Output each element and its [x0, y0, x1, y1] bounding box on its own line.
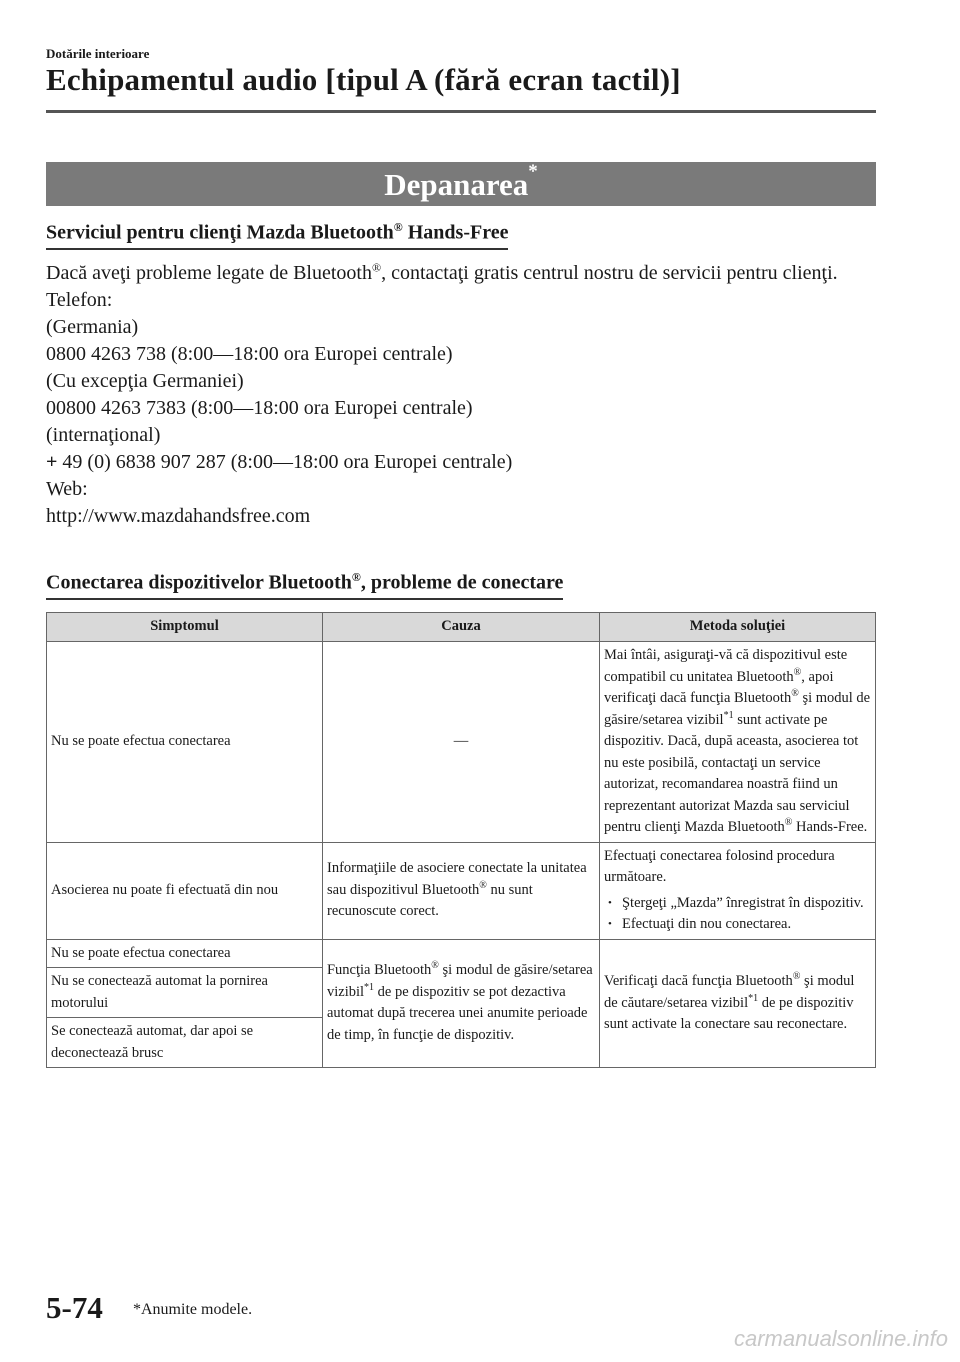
connection-heading-suffix: , probleme de conectare	[360, 571, 564, 594]
section-label: Dotările interioare	[46, 46, 150, 61]
table-header-row	[47, 613, 876, 642]
list-item: • Ştergeţi „Mazda” înregistrat în dispozitiv.	[604, 893, 871, 915]
chapter-divider	[46, 110, 876, 113]
footnote-ref: *1	[723, 709, 734, 721]
solution-steps	[604, 893, 871, 936]
phone-outside-germany: 00800 4263 7383 (8:00―18:00 ora Europei centrale)	[46, 397, 473, 419]
solution-text: de pe dispozitiv sunt activate la conectare sau reconectare.	[603, 994, 854, 1032]
country-outside-germany: (Cu excepţia Germaniei)	[46, 370, 244, 392]
solution-cell	[599, 642, 875, 843]
solution-text: Mai întâi, asiguraţi-vă că dispozitivul este compatibil cu unitatea Bluetooth	[603, 647, 848, 685]
intro-text	[46, 260, 876, 287]
chapter-title: Echipamentul audio [tipul A (fără ecran tactil)]	[46, 62, 681, 97]
banner-title: Depanarea	[384, 167, 529, 202]
country-international: (internaţional)	[46, 424, 161, 446]
cause-text: şi modul de găsire/setarea vizibil	[326, 962, 593, 1000]
cause-cell: ―	[322, 642, 599, 843]
watermark: carmanualsonline.info	[733, 1326, 948, 1351]
cause-text: nu sunt recunoscute corect.	[326, 881, 533, 920]
registered-mark: ®	[479, 879, 487, 891]
solution-text: şi modul de găsire/setarea vizibil	[603, 690, 871, 728]
intro-part: , contactaţi gratis centrul nostru de servicii pentru clienţi.	[381, 262, 838, 284]
solution-text: , apoi verificaţi dacă funcţia Bluetooth	[603, 668, 834, 706]
symptom-cell: Nu se poate efectua conectarea	[47, 939, 323, 968]
column-header-cause: Cauza	[322, 613, 599, 642]
column-header-solution: Metoda soluţiei	[599, 613, 875, 642]
cause-cell	[322, 939, 599, 1068]
troubleshooting-banner	[46, 162, 876, 206]
service-heading	[46, 220, 508, 250]
column-header-symptom: Simptomul	[47, 613, 323, 642]
list-item: • Efectuaţi din nou conectarea.	[604, 914, 871, 936]
footnote-ref: *1	[748, 992, 759, 1004]
solution-cell	[599, 842, 875, 939]
intro-part: Dacă aveţi probleme legate de Bluetooth	[46, 262, 372, 284]
service-heading-suffix: Hands-Free	[402, 221, 509, 244]
web-label: Web:	[46, 478, 88, 500]
solution-text: Hands-Free.	[792, 819, 868, 835]
phone-international	[46, 449, 876, 476]
plus-icon: +	[46, 451, 58, 473]
symptom-cell: Asocierea nu poate fi efectuată din nou	[47, 842, 323, 939]
phone-label: Telefon:	[46, 289, 113, 311]
registered-mark: ®	[393, 220, 403, 234]
registered-mark: ®	[784, 817, 793, 829]
cause-text: Informaţiile de asociere conectate la unitatea sau dispozitivul Bluetooth	[326, 860, 587, 898]
symptom-cell: Nu se poate efectua conectarea	[47, 642, 323, 843]
cause-cell	[322, 842, 599, 939]
service-info	[46, 260, 876, 530]
connection-heading-text: Conectarea dispozitivelor Bluetooth	[46, 571, 352, 594]
troubleshooting-table	[46, 612, 876, 1068]
symptom-cell: Nu se conectează automat la pornirea motorului	[47, 968, 323, 1018]
solution-text: Efectuaţi conectarea folosind procedura următoare.	[603, 847, 835, 885]
registered-mark: ®	[791, 688, 799, 700]
table-row	[47, 939, 876, 968]
model-mark: *	[528, 161, 538, 182]
registered-mark: ®	[793, 666, 802, 678]
symptom-cell: Se conectează automat, dar apoi se deconectează brusc	[47, 1018, 323, 1068]
page-number: 5-74	[46, 1290, 103, 1325]
service-heading-text: Serviciul pentru clienţi Mazda Bluetooth	[46, 221, 394, 244]
phone-germany: 0800 4263 738 (8:00―18:00 ora Europei centrale)	[46, 343, 453, 365]
connection-heading	[46, 570, 563, 600]
table-row	[47, 642, 876, 843]
solution-text: sunt activate pe dispozitiv. Dacă, după aceasta, asocierea tot nu este posibilă, contactaţi un service autorizat, recomandarea noastră fiind un reprezentant autorizat Mazda sau serviciul pentru clienţi Mazda Bluetooth	[603, 711, 859, 835]
solution-text: Verificaţi dacă funcţia Bluetooth	[603, 973, 793, 989]
registered-mark: ®	[371, 260, 382, 275]
cause-text: de pe dispozitiv se pot dezactiva automat după trecerea unei anumite perioade de timp, în funcţie de dispozitiv.	[326, 983, 588, 1043]
country-germany: (Germania)	[46, 316, 139, 338]
footnote: *Anumite modele.	[133, 1301, 253, 1318]
registered-mark: ®	[431, 960, 439, 972]
solution-text: şi modul de căutare/setarea vizibil	[603, 973, 855, 1011]
international-number: 49 (0) 6838 907 287 (8:00―18:00 ora Europei centrale)	[57, 451, 513, 473]
table-row	[47, 842, 876, 939]
footnote-ref: *1	[364, 981, 375, 993]
solution-cell	[599, 939, 875, 1068]
cause-text: Funcţia Bluetooth	[326, 962, 432, 979]
web-link[interactable]: http://www.mazdahandsfree.com	[46, 505, 311, 527]
registered-mark: ®	[792, 971, 801, 983]
registered-mark: ®	[351, 570, 361, 584]
